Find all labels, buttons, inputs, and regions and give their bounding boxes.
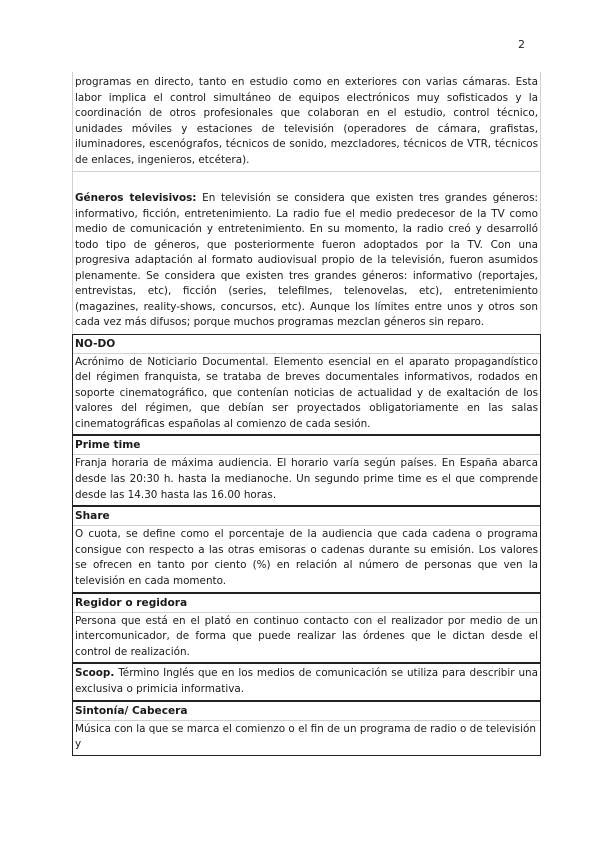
generos-term: Géneros televisivos: [75, 192, 197, 204]
entry-definition: Persona que está en el plató en continuo contacto con el realizador por medio de un intercomunicador, de forma que puede realizar las órdenes que le dictan desde el control de realización. [75, 614, 538, 658]
entry-definition: Franja horaria de máxima audiencia. El horario varía según países. En España abarca desde las 20:30 h. hasta la medianoche. Un segundo prime time es el que comprende desde las 14.30 hasta las 16.00 horas. [75, 457, 538, 501]
entry-no-do [72, 334, 541, 436]
entry-term: Share [73, 507, 540, 526]
entry-definition: O cuota, se define como el porcentaje de la audiencia que cada cadena o programa consigue con respecto a las otras emisoras o cadenas durante su emisión. Los valores se ofrecen en tanto por ciento (%) en relación al número de personas que ven la televisión en cada momento. [75, 528, 538, 588]
intro-paragraph: programas en directo, tanto en estudio como en exteriores con varias cámaras. Esta labor implica el control simultáneo de equipos electrónicos muy sofisticados y la coordinación de otros profesionales que colaboran en el estudio, control técnico, unidades móviles y estaciones de televisión (operadores de cámara, grafistas, iluminadores, escenógrafos, técnicos de sonido, mezcladores, técnicos de VTR, técnicos de enlaces, ingenieros, etcétera). [75, 76, 538, 166]
entry-term: NO-DO [73, 335, 540, 354]
entry-term: Regidor o regidora [73, 594, 540, 613]
scoop-term: Scoop. [75, 667, 115, 680]
glossary-table [72, 72, 541, 756]
entry-term: Sintonía/ Cabecera [73, 702, 540, 721]
generos-cell [72, 172, 541, 334]
entry-prime-time [72, 435, 541, 506]
entry-share [72, 506, 541, 592]
page-number: 2 [518, 38, 525, 51]
entry-term: Prime time [73, 436, 540, 455]
intro-cell [72, 72, 541, 172]
entry-regidor [72, 593, 541, 664]
entry-definition: Acrónimo de Noticiario Documental. Elemento esencial en el aparato propagandístico del régimen franquista, se trataba de breves documentales informativos, rodados en soporte cinematográfico, que contenían noticias de actualidad y de exaltación de los valores del régimen, que debían ser proyectados obligatoriamente en las salas cinematográficas españolas al comienzo de cada sesión. [75, 355, 538, 430]
generos-text: En televisión se considera que existen tres grandes géneros: informativo, ficción, entretenimiento. La radio fue el medio predecesor de la TV como medio de comunicación y entretenimiento. En su momento, la radio creó y desarrolló todo tipo de géneros, que posteriormente fueron adoptados por la TV. Con una progresiva adaptación al formato audiovisual propio de la televisión, fueron asumidos plenamente. Se considera que existen tres grandes géneros: informativo (reportajes, entrevistas, etc), ficción (series, telefilmes, telenovelas, etc), entretenimiento (magazines, reality-shows, concursos, etc). Aunque los límites entre unos y otros son cada vez más difusos; porque muchos programas mezclan géneros sin reparo. [75, 192, 538, 328]
scoop-text: Término Inglés que en los medios de comunicación se utiliza para describir una exclusiva o primicia informativa. [75, 667, 538, 695]
entry-scoop [72, 663, 541, 700]
entry-definition: Música con la que se marca el comienzo o el fin de un programa de radio o de televisión y [75, 722, 536, 751]
entry-sintonia [72, 701, 541, 756]
